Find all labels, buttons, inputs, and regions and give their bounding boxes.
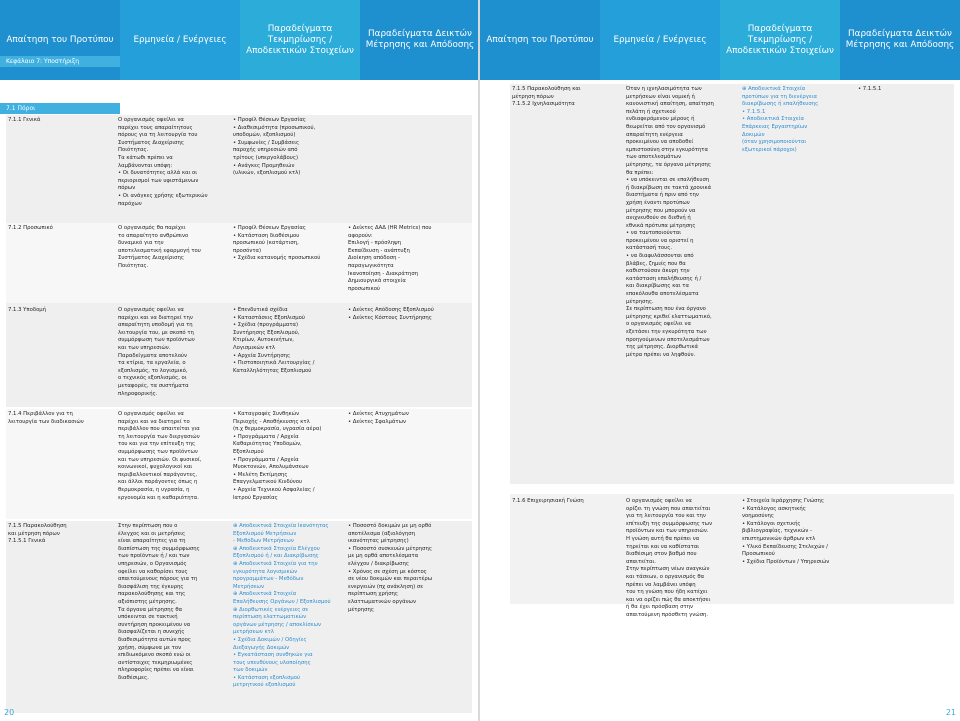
kpi-7-1-3: • Δείκτες Απόδοσης Εξοπλισμού • Δείκτες Κόστους Συντήρησης [348,307,434,321]
interp-7-1-5: Στην περίπτωση που ο έλεγχος και οι μετρήσεις είναι απαραίτητες για τη διαπίστωση της συμμόρφωσης των προϊόντων ή / και των υπηρεσιών, ο Οργανισμός οφείλει να καθορίσει τους απαιτούμενους πόρους για τη διασφάλιση της έγκυρης παρακολούθησης και της αξιόπιστης μέτρησης. Τα όργανα μέτρησης θα υπόκεινται σε τακτική συντήρηση προκειμένου να διασφαλίζεται η συνεχής διαθεσιμότητα αυτών προς χρήση, σύμφωνα με τον επιδιωκόμενο σκοπό ενώ οι αντίστοιχες τεκμηριωμένες πληροφορίες πρέπει να είναι διαθέσιμες. [118,523,200,681]
doc-7-1-1: • Προφίλ Θέσεων Εργασίας • Διαθεσιμότητα (προσωπικού, υποδομών, εξοπλισμού) • Συμφωνίες / Συμβάσεις παροχής υπηρεσιών από τρίτους (υπεργολάβους) • Ανάγκες Προμηθειών (υλικών, εξοπλισμού κτλ) [233,117,316,177]
page-right [480,0,960,721]
kpi-7-1-5-2: • 7.1.5.1 [858,86,882,92]
tab-requirement[interactable]: Απαίτηση του Προτύπου [0,0,120,80]
interp-7-1-3: Ο οργανισμός οφείλει να παρέχει και να διατηρεί την απαραίτητη υποδομή για τη λειτουργία του, με σκοπό τη συμμόρφωση των προϊόντων και των υπηρεσιών. Παραδείγματα αποτελούν τα κτίρια, τα εργαλεία, ο εξοπλισμός, το λογισμικό, ο τεχνικός εξοπλισμός, οι μεταφορές, τα συστήματα πληροφορικής. [118,307,195,397]
req-7-1-6: 7.1.6 Επιχειρησιακή Γνώση [512,498,584,504]
doc-7-1-3: • Επενδυτικά σχέδια • Καταστάσεις Εξοπλισμού • Σχέδια (προγράμματα) Συντήρησης Εξοπλισμού, Κτιρίων, Αυτοκινήτων, Λογισμικών κτλ • Αρχεία Συντήρησης • Πιστοποιητικά Λειτουργίας / Καταλληλότητας Εξοπλισμού [233,307,315,374]
tab-documentation[interactable]: Παραδείγματα Τεκμηρίωσης / Αποδεικτικών Στοιχείων [720,0,840,80]
tab-interpretation[interactable]: Ερμηνεία / Ενέργειες [120,0,240,80]
req-7-1-3: 7.1.3 Υποδομή [8,307,47,313]
req-7-1-4: 7.1.4 Περιβάλλον για τη λειτουργία των διαδικασιών [8,411,84,425]
req-7-1-1: 7.1.1 Γενικά [8,117,41,123]
doc-7-1-6: • Στοιχεία Ιεράρχησης Γνώσης • Κατάλογος ασκητικής νοημοσύνης • Κατάλογοι σχετικής βιβλιογραφίας, τεχνικών - επιστημονικών άρθρων κτλ • Υλικό Εκπαίδευσης Στελεχών / Προσωπικού • Σχέδια Προϊόντων / Υπηρεσιών [742,498,830,565]
doc-7-1-2: • Προφίλ Θέσεων Εργασίας • Κατάσταση διαθέσιμου προσωπικού (κατάρτιση, προσόντα) • Σχέδια κατανομής προσωπικού [233,225,321,262]
header-tabs-left [0,0,480,80]
interp-7-1-5-2: Όταν η ιχνηλασιμότητα των μετρήσεων είναι νομική ή κανονιστική απαίτηση, απαίτηση πελάτη ή σχετικού ενδιαφερόμενου μέρους ή θεωρείται από τον οργανισμό απαραίτητη ενέργεια προκειμένου να αποδοθεί εμπιστοσύνη στην εγκυρότητα των αποτελεσμάτων μέτρησης, τα όργανα μέτρησης θα πρέπει: • να υπόκεινται σε επαλήθευση ή διακρίβωση σε τακτά χρονικά διαστήματα ή πριν από την χρήση έναντι προτύπων μέτρησης που μπορούν να ανιχνευθούν σε διεθνή ή εθνικά πρότυπα μέτρησης • να ταυτοποιούνται προκειμένου να οριστεί η κατάστασή τους. • να διαφυλάσσονται από βλάβες, ζημιές που θα καθιστούσαν άκυρη την κατάσταση επαλήθευσης ή / και διακρίβωσης και τα επακόλουθα αποτελέσματα μέτρησης. Σε περίπτωση που ένα όργανο μέτρησης κριθεί ελαττωματικό, ο οργανισμός οφείλει να εξετάσει την εγκυρότητα των προηγούμενων αποτελεσμάτων της μέτρησης. Διορθωτικά μέτρα πρέπει να ληφθούν. [626,86,714,358]
interp-7-1-2: Ο οργανισμός θα παρέχει το απαραίτητο ανθρώπινο δυναμικό για την αποτελεσματική εφαρμογή του Συστήματος Διαχείρισης Ποιότητας. [118,225,201,269]
tab-kpis[interactable]: Παραδείγματα Δεικτών Μέτρησης και Απόδοσης [360,0,480,80]
kpi-7-1-5: • Ποσοστό δοκιμών με μη ορθό αποτέλεσμα (αξιολόγηση ικανότητας μέτρησης) • Ποσοστό συσκευών μέτρησης με μη ορθά αποτελέσματα ελέγχου / διακρίβωσης • Χρόνος σε σχέση με κόστος σε νέου δοκιμών και περαιτέρω ενεργειών (πχ ανάκληση) σε περίπτωση χρήσης ελαττωματικών οργάνων μέτρησης [348,523,433,613]
header-tabs-right [480,0,960,80]
req-7-1-2: 7.1.2 Προσωπικό [8,225,53,231]
doc-7-1-5: ⊕ Αποδεικτικά Στοιχεία Ικανότητας Εξοπλισμού Μετρήσεων - Μεθόδων Μετρήσεων ⊕ Αποδεικτικά Στοιχεία Ελέγχου Εξοπλισμού ή / και Διακρίβωσης ⊕ Αποδεικτικά Στοιχεία για την εγκυρότητα λογισμικών προγραμμάτων - Μεθόδων Μετρήσεων ⊕ Αποδεικτικά Στοιχεία Επαλήθευσης Οργάνων / Εξοπλισμού ⊕ Διορθωτικές ενέργειες σε περίπτωση ελαττωματικών οργάνων μέτρησης / αποκλίσεων μετρήσεων κτλ • Σχέδια Δοκιμών / Οδηγίες Διεξαγωγής Δοκιμών • Εγκατάσταση συνθηκών για τους υπευθύνους υλοποίησης των δοκιμών • Κατάσταση εξοπλισμού μετρητικού εξοπλισμού [233,523,331,689]
interp-7-1-4: Ο οργανισμός οφείλει να παρέχει και να διατηρεί το περιβάλλον που απαιτείται για τη λειτουργία των διεργασιών του και για την επίτευξη της συμμόρφωσης των προϊόντων και των υπηρεσιών. Οι φυσικοί, κοινωνικοί, ψυχολογικοί και περιβαλλοντικοί παράγοντες, και άλλοι παράγοντες όπως η θερμοκρασία, η υγρασία, η εργονομία και η καθαριότητα. [118,411,202,501]
interp-7-1-1: Ο οργανισμός οφείλει να παρέχει τους απαραίτητους πόρους για τη λειτουργία του Συστήματος Διαχείρισης Ποιότητας. Τα κάτωθι πρέπει να λαμβάνονται υπόψη: • Οι δυνατότητες αλλά και οι περιορισμοί των υφιστάμενων πόρων • Οι ανάγκες χρήσης εξωτερικών παρόχων [118,117,208,207]
req-7-1-5-2: 7.1.5 Παρακολούθηση και μέτρηση πόρων 7.1.5.2 Ιχνηλασιμότητα [512,86,581,108]
req-7-1-5: 7.1.5 Παρακολούθηση και μέτρηση πόρων 7.1.5.1 Γενικά [8,523,67,545]
tab-documentation[interactable]: Παραδείγματα Τεκμηρίωσης / Αποδεικτικών Στοιχείων [240,0,360,80]
tab-requirement[interactable]: Απαίτηση του Προτύπου [480,0,600,80]
page-number-right: 21 [945,708,956,717]
chapter-title: Κεφάλαιο 7: Υποστήριξη [0,56,120,67]
doc-7-1-5-2: ⊕ Αποδεικτικά Στοιχεία προτύπων για τη διενέργεια διακρίβωσης ή επαλήθευσης • 7.1.5.1 • Αποδεικτικά Στοιχεία Επάρκειας Εργαστηρίων Δοκιμών (όταν χρησιμοποιούνται εξωτερικοί πάροχοι) [742,86,819,153]
doc-7-1-4: • Καταγραφές Συνθηκών Περιοχής - Αποθήκευσης κτλ (π.χ θερμοκρασία, υγρασία αέρα) • Προγράμματα / Αρχεία Καθαριότητας Υποδομών, Εξοπλισμού • Προγράμματα / Αρχεία Μυοκτονιών, Απολυμάνσεων • Μελέτη Εκτίμησης Επαγγελματικού Κινδύνου • Αρχεία Τεχνικού Ασφαλείας / Ιατρού Εργασίας [233,411,322,501]
tab-interpretation[interactable]: Ερμηνεία / Ενέργειες [600,0,720,80]
interp-7-1-6: Ο οργανισμός οφείλει να ορίζει τη γνώση που απαιτείται για τη λειτουργία του και την επίτευξη της συμμόρφωσης των προϊόντων και των υπηρεσιών. Η γνώση αυτή θα πρέπει να τηρείται και να καθίσταται διαθέσιμη στον βαθμό που απαιτείται. Στην περίπτωση νέων αναγκών και τάσεων, ο οργανισμός θα πρέπει να λαμβάνει υπόψη του τη γνώση που ήδη κατέχει και να ορίζει πώς θα αποκτήσει ή θα έχει πρόσβαση στην απαιτούμενη πρόσθετη γνώση. [626,498,713,618]
page-number-left: 20 [4,708,15,717]
kpi-7-1-4: • Δείκτες Ατυχημάτων • Δείκτες Σφαλμάτων [348,411,409,425]
kpi-7-1-2: • Δείκτες ΔΑΔ (HR Metrics) που αφορούν: Επιλογή - πρόσληψη Εκπαίδευση - ανάπτυξη Διοίκηση απόδοση - παραγωγικότητα Ικανοποίηση - Διακράτηση Δημιουργικά στοιχεία προσωπικού [348,225,432,292]
section-title: 7.1 Πόροι [0,103,120,114]
tab-kpis[interactable]: Παραδείγματα Δεικτών Μέτρησης και Απόδοσης [840,0,960,80]
